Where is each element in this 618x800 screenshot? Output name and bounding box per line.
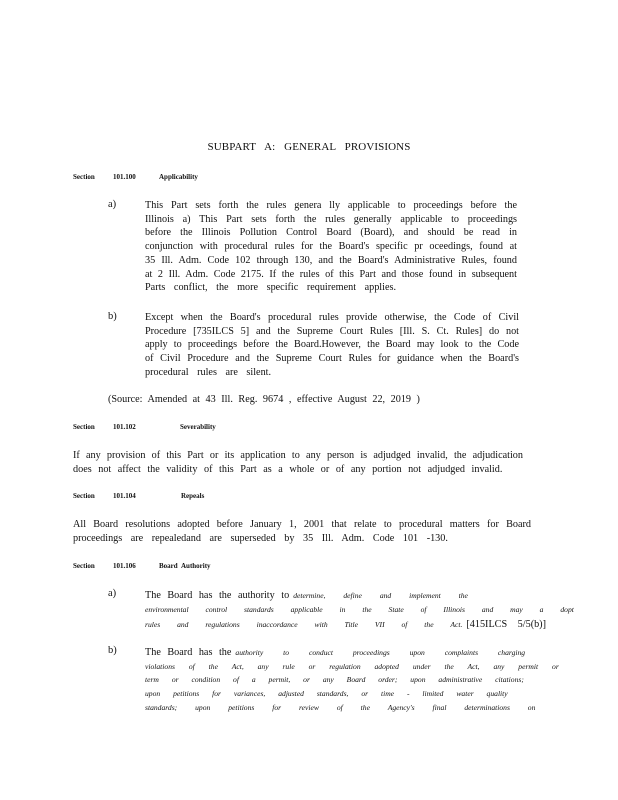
section-heading-severability <box>73 423 273 433</box>
text-line: Illinois a) This Part sets forth the rules generally applicable to proceedings <box>145 213 517 225</box>
section-word: Section <box>73 423 95 431</box>
italic-text: determine, define and implement the <box>293 591 468 600</box>
section-heading-repeals <box>73 492 273 502</box>
section-number: 101.106 <box>113 562 136 570</box>
text-line <box>145 644 535 660</box>
text-line-last: procedural rules are silent. <box>145 366 272 378</box>
subpart-title: SUBPART A: GENERAL PROVISIONS <box>207 141 411 153</box>
repeals-paragraph <box>73 518 531 545</box>
text-line-last: proceedings are repealedand are superseded by 35 Ill. Adm. Code 101 -130. <box>73 532 448 544</box>
section-word: Section <box>73 562 95 570</box>
text-line <box>145 587 535 603</box>
severability-paragraph <box>73 449 523 476</box>
authority-paragraph-b <box>145 644 559 715</box>
section-number: 101.104 <box>113 492 136 500</box>
section-word: Section <box>73 173 95 181</box>
text-line: This Part sets forth the rules genera lly applicable to proceedings before the <box>145 200 517 211</box>
italic-line: violations of the Act, any rule or regulation adopted under the Act, any permit or <box>145 661 559 671</box>
item-label-b: b) <box>108 311 117 322</box>
text-line: of Civil Procedure and the Supreme Court Rules for guidance when the Board's <box>145 353 519 365</box>
text-line: All Board resolutions adopted before January 1, 2001 that relate to procedural matters for Board <box>73 519 531 530</box>
text-line: Except when the Board's procedural rules provide otherwise, the Code of Civil <box>145 312 519 323</box>
italic-line: standards; upon petitions for review of the Agency's final determinations on <box>145 702 536 712</box>
normal-text: The Board has the authority to <box>145 590 290 601</box>
section-heading-applicability <box>73 173 273 183</box>
section-name: Repeals <box>181 492 205 500</box>
item-label-a: a) <box>108 199 117 210</box>
section-name: Board <box>159 562 178 570</box>
applicability-paragraph-b <box>145 311 519 380</box>
text-line <box>145 616 546 632</box>
applicability-paragraph-a <box>145 199 517 295</box>
section-number: 101.102 <box>113 423 136 431</box>
italic-line: environmental control standards applicable in the State of Illinois and may a dopt <box>145 604 574 614</box>
authority-paragraph-a <box>145 587 574 632</box>
text-line: conjunction with procedural rules for the Board's specific pr oceedings, found at <box>145 241 517 253</box>
section-name: Severability <box>180 423 216 431</box>
normal-text: The Board has the <box>145 647 232 658</box>
text-line: 35 Ill. Adm. Code 102 through 130, and the Board's Administrative Rules, found <box>145 254 517 266</box>
source-note: (Source: Amended at 43 Ill. Reg. 9674 , effective August 22, 2019 ) <box>108 394 420 405</box>
section-number: 101.100 <box>113 173 136 181</box>
section-name-2: Authority <box>181 562 211 570</box>
item-label-b: b) <box>108 645 117 656</box>
citation-text: [415ILCS 5/5(b)] <box>466 619 546 631</box>
section-word: Section <box>73 492 95 500</box>
italic-text: authority to conduct proceedings upon complaints charging <box>235 648 526 657</box>
text-line: before the Illinois Pollution Control Board (Board), and should be read in <box>145 227 517 239</box>
text-line: at 2 Ill. Adm. Code 2175. If the rules of this Part and those found in subsequent <box>145 268 517 280</box>
item-label-a: a) <box>108 588 117 599</box>
text-line-last: does not affect the validity of this Part as a whole or of any portion not adjudged invalid. <box>73 463 503 475</box>
italic-line: term or condition of a permit, or any Board order; upon administrative citations; <box>145 675 524 685</box>
text-line-last: Parts conflict, the more specific requirement applies. <box>145 282 396 294</box>
text-line: apply to proceedings before the Board.However, the Board may look to the Code <box>145 339 519 351</box>
section-heading-authority <box>73 562 273 572</box>
text-line: If any provision of this Part or its application to any person is adjudged invalid, the adjudication <box>73 450 523 461</box>
italic-line: upon petitions for variances, adjusted standards, or time - limited water quality <box>145 689 508 699</box>
section-name: Applicability <box>159 173 198 181</box>
text-line: Procedure [735ILCS 5] and the Supreme Court Rules [Ill. S. Ct. Rules] do not <box>145 325 519 337</box>
italic-text: rules and regulations inaccordance with Title VII of the Act. <box>145 620 463 630</box>
